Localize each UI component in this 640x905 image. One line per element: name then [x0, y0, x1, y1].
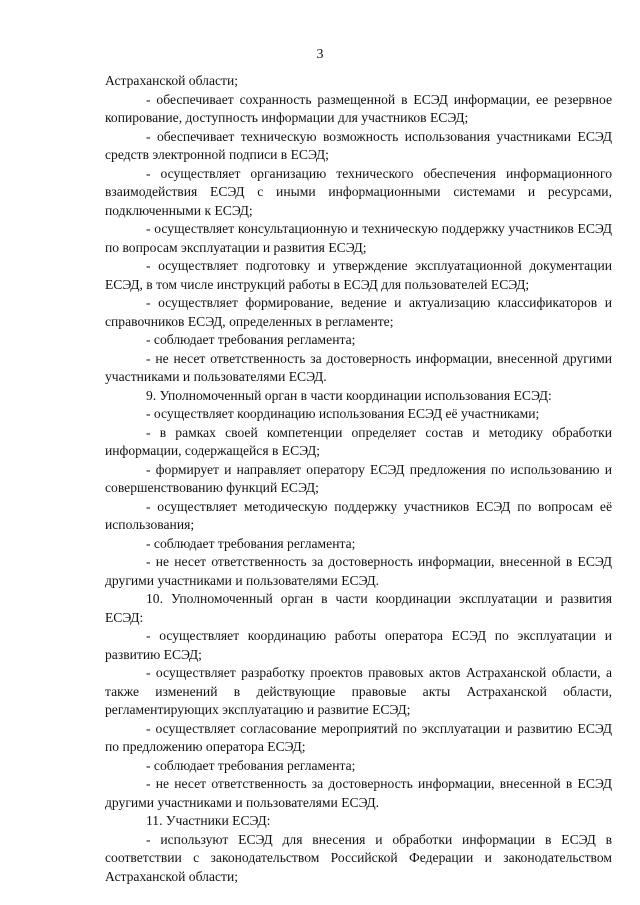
- paragraph: - осуществляет организацию технического обеспечения информационного взаимодействия ЕСЭД с иными информационными системами и ресурсами, подключенными к ЕСЭД;: [105, 165, 612, 218]
- paragraph: - используют ЕСЭД для внесения и обработки информации в ЕСЭД в соответствии с законодательством Российской Федерации и законодательством Астраханской области;: [105, 831, 612, 884]
- paragraph: - соблюдает требования регламента;: [146, 535, 356, 551]
- paragraph: - осуществляет координацию работы оператора ЕСЭД по эксплуатации и развитию ЕСЭД;: [105, 628, 612, 662]
- paragraph: 9. Уполномоченный орган в части координации использования ЕСЭД:: [146, 387, 552, 403]
- paragraph: - осуществляет консультационную и техническую поддержку участников ЕСЭД по вопросам эксплуатации и развития ЕСЭД;: [105, 221, 612, 255]
- paragraph: - осуществляет координацию использования ЕСЭД её участниками;: [146, 406, 540, 421]
- paragraph: - осуществляет подготовку и утверждение эксплуатационной документации ЕСЭД, в том числе инструкций работы в ЕСЭД для пользователей ЕСЭД;: [105, 258, 612, 292]
- paragraph: - соблюдает требования регламента;: [146, 757, 356, 773]
- document-body: [105, 72, 612, 886]
- paragraph: - не несет ответственность за достоверность информации, внесенной другими участниками и пользователями ЕСЭД.: [105, 350, 612, 384]
- paragraph: - осуществляет формирование, ведение и актуализацию классификаторов и справочников ЕСЭД, определенных в регламенте;: [105, 295, 612, 329]
- page-number: 3: [316, 47, 324, 62]
- paragraph: - не несет ответственность за достоверность информации, внесенной в ЕСЭД другими участниками и пользователями ЕСЭД.: [105, 776, 612, 810]
- paragraph: Астраханской области;: [105, 73, 239, 88]
- paragraph: - обеспечивает сохранность размещенной в ЕСЭД информации, ее резервное копирование, доступность информации для участников ЕСЭД;: [105, 91, 612, 125]
- paragraph: - формирует и направляет оператору ЕСЭД предложения по использованию и совершенствованию функций ЕСЭД;: [105, 461, 612, 495]
- paragraph: 10. Уполномоченный орган в части координации эксплуатации и развития ЕСЭД:: [105, 591, 612, 625]
- paragraph: - осуществляет методическую поддержку участников ЕСЭД по вопросам её использования;: [105, 498, 612, 532]
- paragraph: - осуществляет согласование мероприятий по эксплуатации и развитию ЕСЭД по предложению оператора ЕСЭД;: [105, 720, 612, 754]
- paragraph: 11. Участники ЕСЭД:: [146, 813, 271, 828]
- paragraph: - обеспечивает техническую возможность использования участниками ЕСЭД средств электронной подписи в ЕСЭД;: [105, 128, 612, 162]
- paragraph: - соблюдает требования регламента;: [146, 332, 356, 347]
- paragraph: - не несет ответственность за достоверность информации, внесенной в ЕСЭД другими участниками и пользователями ЕСЭД.: [105, 554, 612, 588]
- paragraph: - осуществляет разработку проектов правовых актов Астраханской области, а также изменений в действующие правовые акты Астраханской области, регламентирующих эксплуатацию и развитие ЕСЭД;: [105, 665, 612, 717]
- paragraph: - в рамках своей компетенции определяет состав и методику обработки информации, содержащейся в ЕСЭД;: [105, 424, 612, 458]
